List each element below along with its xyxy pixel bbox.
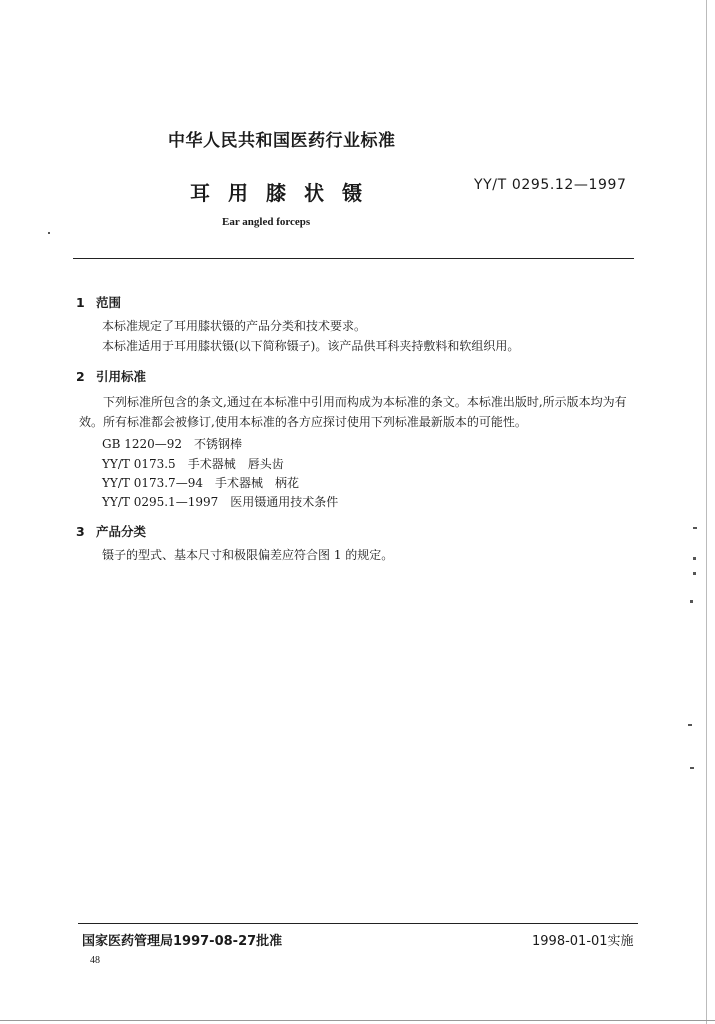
scan-speck bbox=[48, 232, 50, 234]
section-number: 2 bbox=[76, 369, 85, 384]
section-3-paragraph: 镊子的型式、基本尺寸和极限偏差应符合图 1 的规定。 bbox=[102, 548, 394, 562]
standard-number: YY/T 0295.12—1997 bbox=[474, 177, 627, 193]
section-number: 1 bbox=[76, 295, 85, 310]
page-number: 48 bbox=[90, 955, 100, 966]
scan-speck bbox=[690, 767, 694, 769]
scan-edge-line bbox=[706, 0, 707, 1024]
implementation-date: 1998-01-01实施 bbox=[532, 934, 634, 949]
header-divider bbox=[73, 258, 634, 259]
section-1-paragraph: 本标准适用于耳用膝状镊(以下简称镊子)。该产品供耳科夹持敷料和软组织用。 bbox=[102, 339, 520, 353]
document-title-en: Ear angled forceps bbox=[222, 216, 311, 228]
issuing-organization: 中华人民共和国医药行业标准 bbox=[168, 131, 396, 151]
scan-speck bbox=[693, 572, 696, 575]
footer-divider bbox=[78, 923, 638, 924]
section-3-heading bbox=[76, 522, 146, 540]
section-1-heading bbox=[76, 293, 121, 311]
section-title: 引用标准 bbox=[96, 369, 147, 384]
reference-item: GB 1220—92 不锈钢棒 bbox=[102, 437, 243, 451]
reference-item: YY/T 0173.5 手术器械 唇头齿 bbox=[102, 457, 284, 471]
scan-edge-line bbox=[0, 1020, 715, 1021]
section-title: 产品分类 bbox=[96, 524, 147, 539]
reference-item: YY/T 0173.7—94 手术器械 柄花 bbox=[102, 476, 299, 490]
scan-speck bbox=[693, 557, 696, 560]
scan-speck bbox=[690, 600, 693, 603]
section-number: 3 bbox=[76, 524, 85, 539]
document-title-cn: 耳用膝状镊 bbox=[190, 181, 380, 205]
approval-line: 国家医药管理局1997-08-27批准 bbox=[82, 934, 283, 949]
reference-item: YY/T 0295.1—1997 医用镊通用技术条件 bbox=[102, 495, 339, 509]
section-2-heading bbox=[76, 367, 146, 385]
scan-speck bbox=[693, 527, 697, 529]
section-1-paragraph: 本标准规定了耳用膝状镊的产品分类和技术要求。 bbox=[102, 319, 367, 333]
section-title: 范围 bbox=[96, 295, 122, 310]
scan-speck bbox=[688, 724, 692, 726]
section-2-paragraph: 下列标准所包含的条文,通过在本标准中引用而构成为本标准的条文。本标准出版时,所示版本均为有效。所有标准都会被修订,使用本标准的各方应探讨使用下列标准最新版本的可能性。 bbox=[79, 395, 627, 429]
